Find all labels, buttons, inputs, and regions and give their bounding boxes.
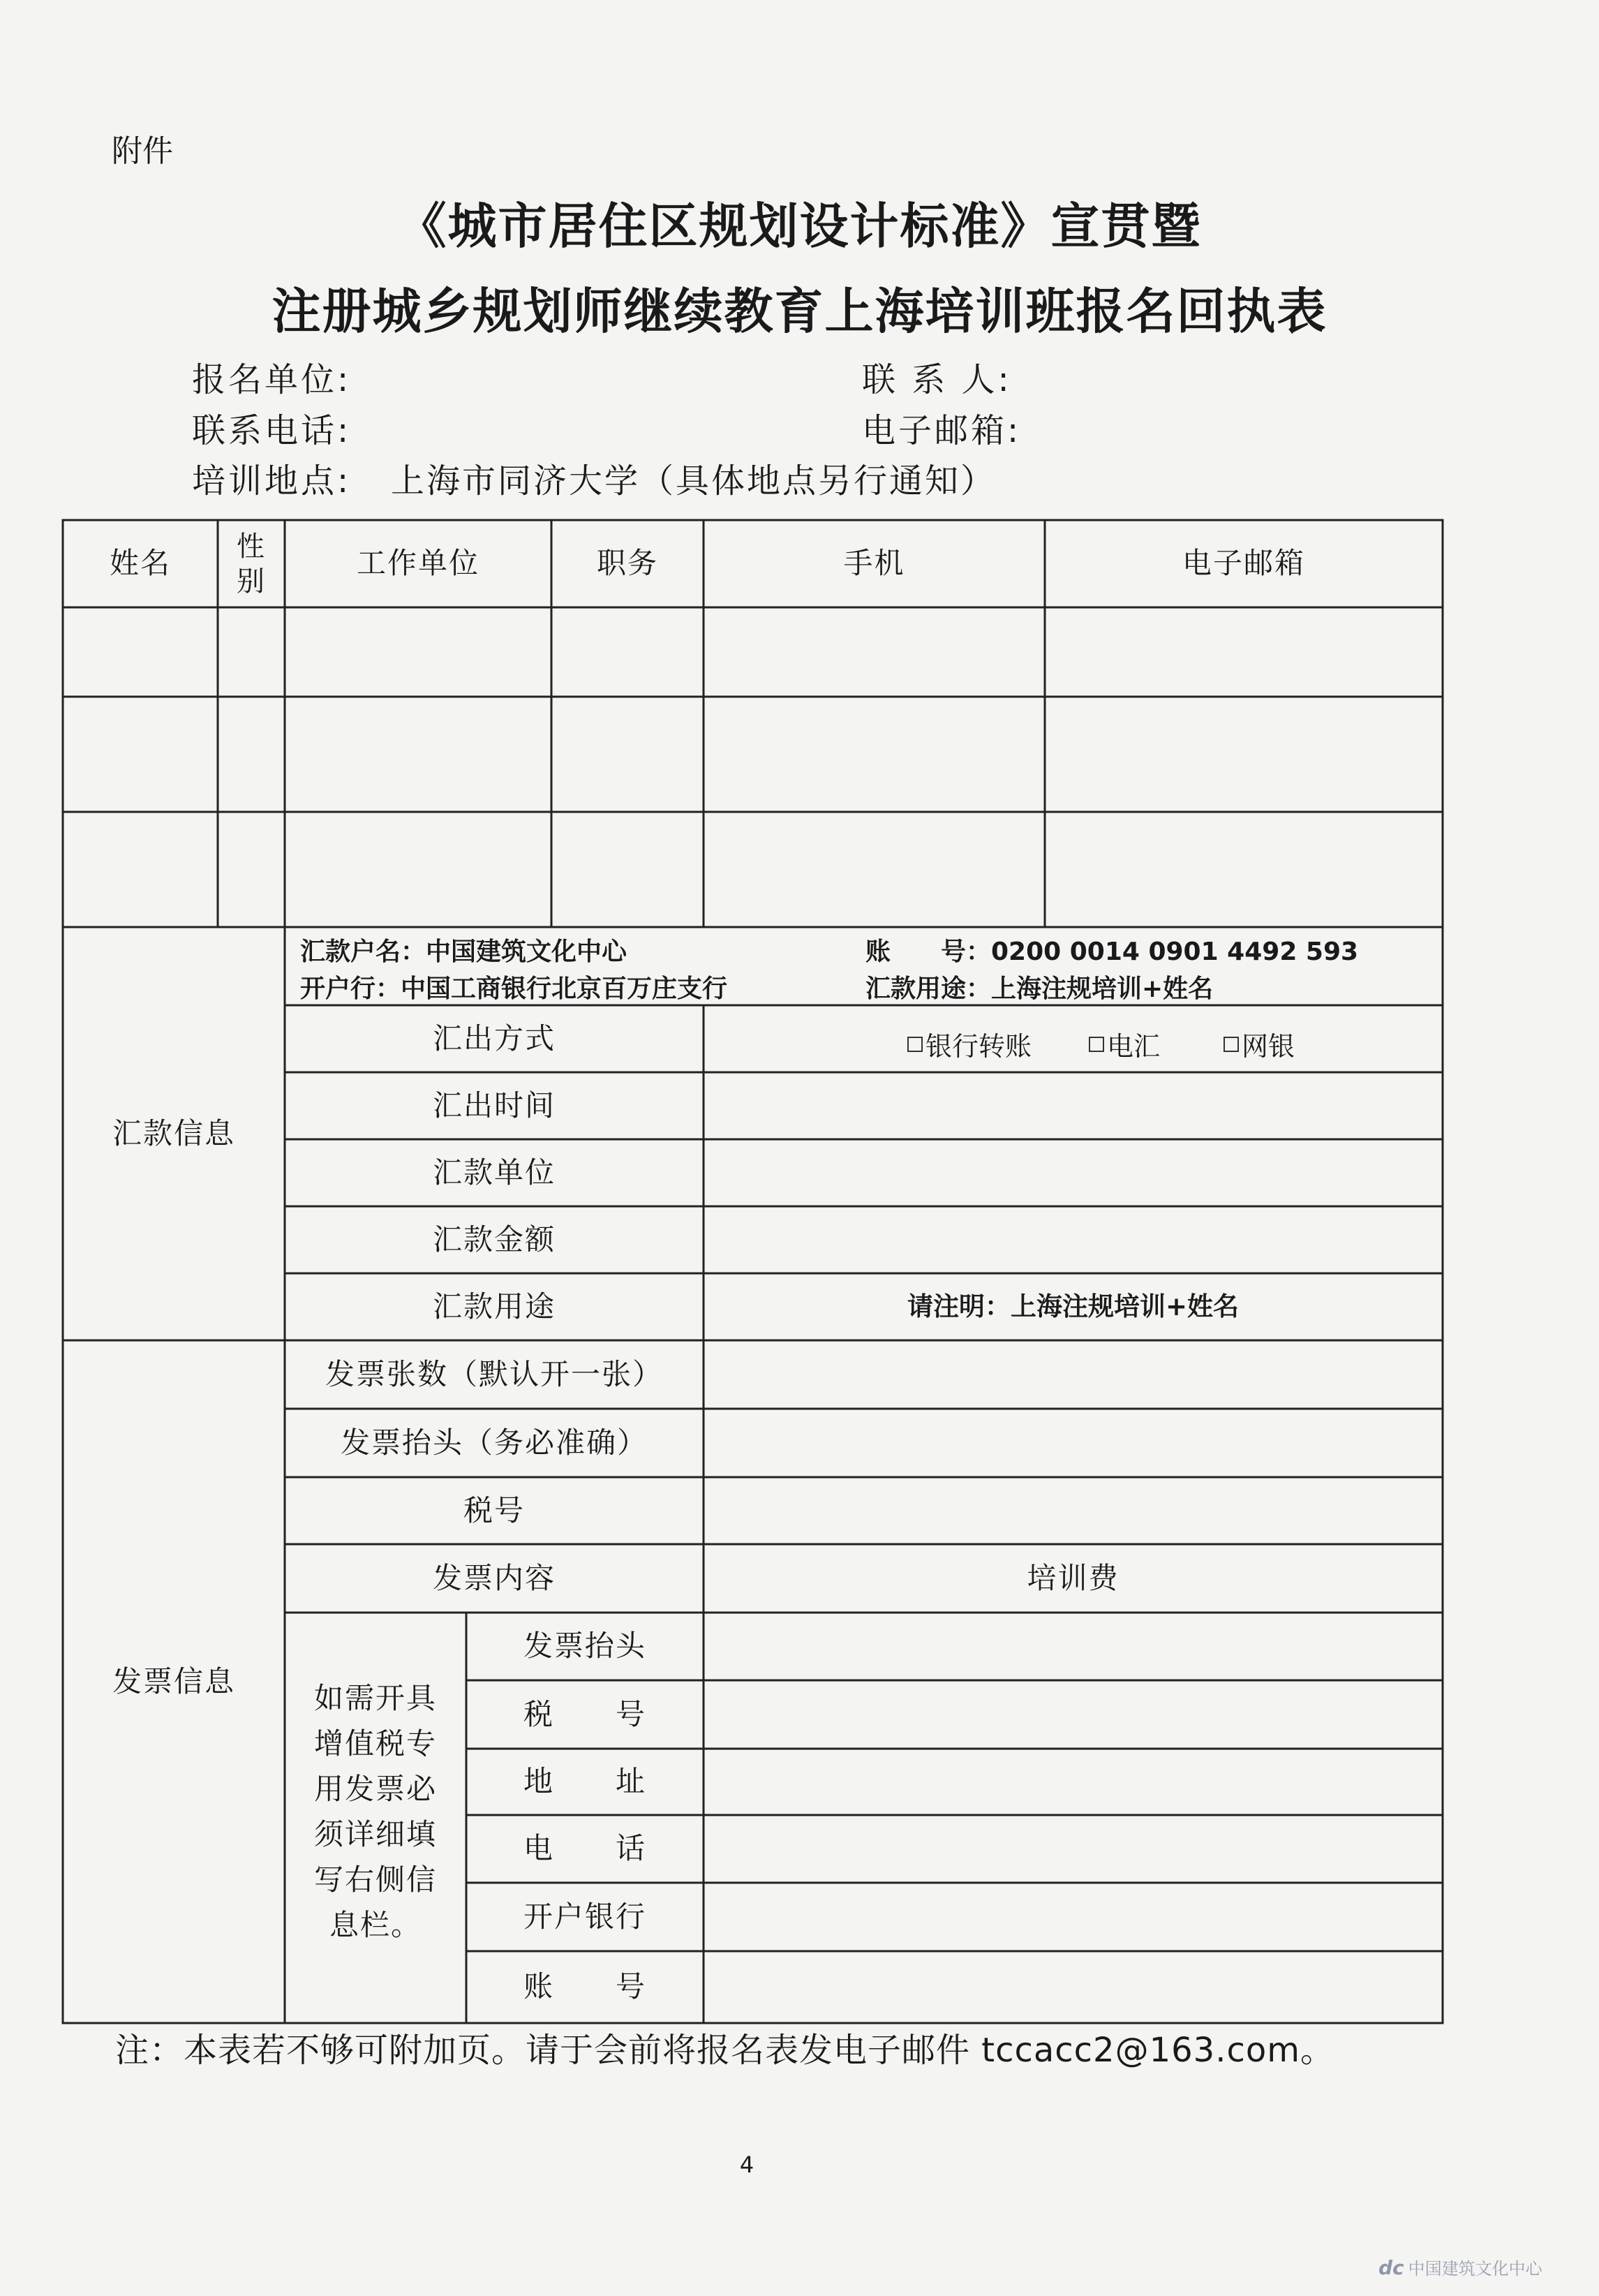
remit-unit-label: 汇款单位 — [432, 1155, 556, 1190]
vat-phone-label: 电 话 — [523, 1831, 646, 1866]
header-gender: 性别 — [237, 530, 266, 598]
vat-note-line: 如需开具 — [313, 1681, 437, 1715]
checkbox-icon — [1224, 1037, 1239, 1052]
remit-purpose-value: 请注明：上海注规培训+姓名 — [907, 1291, 1239, 1321]
option-bank-transfer[interactable]: 银行转账 — [907, 1025, 1032, 1063]
vat-phone-field[interactable] — [704, 1815, 1443, 1883]
header-name: 姓名 — [109, 546, 171, 581]
header-work-unit: 工作单位 — [356, 546, 479, 581]
participant-row-3[interactable] — [63, 812, 1443, 927]
invoice-tax-label: 税号 — [463, 1493, 525, 1527]
contact-label: 联 系 人: — [862, 360, 1012, 399]
unit-label: 报名单位: — [192, 360, 352, 399]
watermark-logo-icon: dc — [1378, 2256, 1404, 2279]
footer-note: 注：本表若不够可附加页。请于会前将报名表发电子邮件 tccacc2@163.com。 — [115, 2031, 1334, 2070]
vat-address-label: 地 址 — [523, 1764, 646, 1799]
remittance-section-label: 汇款信息 — [112, 1116, 235, 1150]
title-line-2: 注册城乡规划师继续教育上海培训班报名回执表 — [272, 282, 1327, 340]
vat-account-label: 账 号 — [523, 1969, 646, 2004]
vat-note-line: 增值税专 — [313, 1726, 437, 1761]
vat-address-field[interactable] — [704, 1749, 1443, 1815]
location-label: 培训地点: — [192, 461, 352, 501]
invoice-title-field[interactable] — [704, 1409, 1443, 1477]
vat-note — [285, 1675, 466, 1948]
invoice-section-label: 发票信息 — [112, 1664, 235, 1698]
vat-bank-label: 开户银行 — [523, 1899, 646, 1934]
invoice-count-field[interactable] — [704, 1340, 1443, 1409]
attachment-label: 附件 — [112, 133, 173, 169]
vat-tax-field[interactable] — [704, 1680, 1443, 1749]
title-line-1: 《城市居住区规划设计标准》宣贯暨 — [397, 197, 1202, 255]
checkbox-icon — [907, 1037, 923, 1052]
checkbox-icon — [1089, 1037, 1104, 1052]
page-number: 4 — [739, 2151, 754, 2178]
remit-amount-label: 汇款金额 — [432, 1222, 556, 1257]
invoice-count-label: 发票张数（默认开一张） — [325, 1356, 663, 1391]
header-mobile: 手机 — [843, 546, 905, 581]
remit-purpose-label: 汇款用途 — [432, 1289, 556, 1324]
vat-note-line: 用发票必 — [313, 1772, 437, 1806]
remit-amount-field[interactable] — [704, 1206, 1443, 1273]
remit-bank: 开户行：中国工商银行北京百万庄支行 — [300, 975, 728, 1003]
phone-label: 联系电话: — [192, 411, 352, 450]
vat-account-field[interactable] — [704, 1951, 1443, 2023]
remit-method-label: 汇出方式 — [432, 1021, 556, 1056]
remit-unit-field[interactable] — [704, 1139, 1443, 1206]
vat-bank-field[interactable] — [704, 1883, 1443, 1951]
remit-time-label: 汇出时间 — [432, 1088, 556, 1123]
option-online-banking[interactable]: 网银 — [1224, 1025, 1295, 1063]
vat-title-label: 发票抬头 — [523, 1629, 646, 1664]
vat-tax-label: 税 号 — [523, 1696, 646, 1731]
invoice-title-label: 发票抬头（务必准确） — [340, 1425, 648, 1460]
vat-note-line: 须详细填 — [313, 1817, 437, 1851]
participant-row-2[interactable] — [63, 697, 1443, 812]
header-position: 职务 — [596, 546, 658, 581]
email-label: 电子邮箱: — [862, 411, 1022, 450]
option-wire[interactable]: 电汇 — [1089, 1025, 1160, 1063]
location-value: 上海市同济大学（具体地点另行通知） — [391, 461, 997, 501]
remit-account-name: 汇款户名：中国建筑文化中心 — [300, 938, 627, 966]
remit-purpose-info: 汇款用途：上海注规培训+姓名 — [865, 975, 1214, 1003]
watermark: dc 中国建筑文化中心 — [1378, 2256, 1542, 2279]
vat-title-field[interactable] — [704, 1613, 1443, 1680]
invoice-tax-field[interactable] — [704, 1477, 1443, 1544]
remit-time-field[interactable] — [704, 1072, 1443, 1139]
participant-row-1[interactable] — [63, 607, 1443, 697]
header-email: 电子邮箱 — [1182, 546, 1305, 581]
invoice-content-label: 发票内容 — [432, 1560, 556, 1595]
remit-account-number: 账 号：0200 0014 0901 4492 593 — [865, 938, 1359, 966]
invoice-content-value: 培训费 — [1027, 1560, 1120, 1595]
vat-note-line: 息栏。 — [329, 1908, 422, 1942]
vat-note-line: 写右侧信 — [313, 1862, 437, 1897]
